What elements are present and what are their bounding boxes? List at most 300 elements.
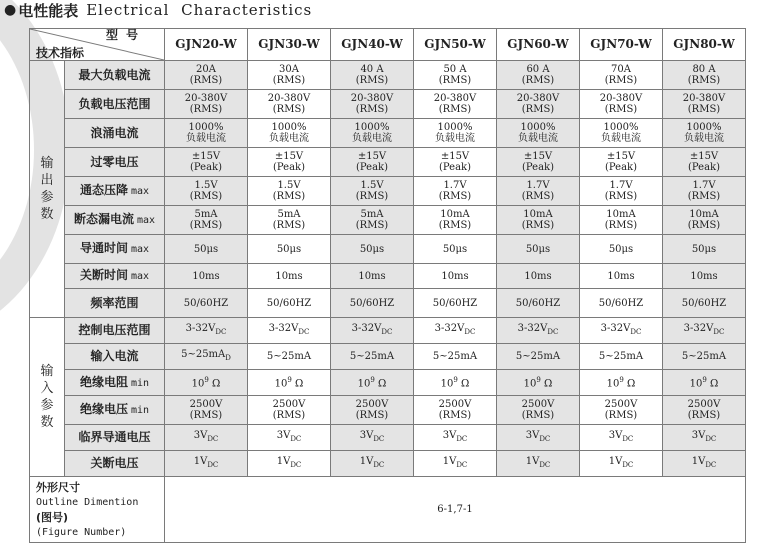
value-cell bbox=[331, 425, 414, 451]
value-line: 5mA bbox=[360, 209, 384, 220]
value-cell bbox=[165, 61, 248, 90]
value-cell bbox=[580, 451, 663, 477]
value-line: ±15V bbox=[274, 151, 304, 162]
param-qualifier: min bbox=[130, 377, 150, 389]
value-line: ±15V bbox=[606, 151, 636, 162]
value-cell bbox=[414, 90, 497, 119]
value-line: $10^9$ Ω bbox=[689, 376, 719, 390]
value-cell bbox=[497, 264, 580, 289]
param-label bbox=[65, 119, 165, 148]
param-label bbox=[65, 61, 165, 90]
value-line: 1.5V bbox=[277, 180, 301, 191]
param-label-text: 绝缘电压 bbox=[79, 402, 128, 416]
param-label-text: 通态压降 bbox=[79, 183, 128, 197]
value-line: 10mA bbox=[523, 209, 553, 220]
value-cell bbox=[331, 396, 414, 425]
value-line: 50/60HZ bbox=[681, 297, 727, 309]
value-line: (RMS) bbox=[604, 75, 638, 86]
param-label bbox=[65, 264, 165, 289]
value-line: $3-32V_{DC}$ bbox=[351, 323, 393, 336]
value-cell bbox=[165, 396, 248, 425]
value-cell bbox=[663, 61, 746, 90]
value-cell bbox=[580, 425, 663, 451]
value-cell bbox=[248, 61, 331, 90]
value-line: 20-380V bbox=[433, 93, 477, 104]
value-line: $3-32V_{DC}$ bbox=[517, 323, 559, 336]
param-label-text: 关断时间 bbox=[79, 268, 128, 282]
value-line: 50 A bbox=[443, 64, 467, 75]
value-cell bbox=[497, 425, 580, 451]
value-line: (RMS) bbox=[438, 104, 472, 115]
value-line: 负载电流 bbox=[352, 133, 392, 144]
group-char: 输 bbox=[40, 156, 54, 171]
value-line: 1000% bbox=[354, 122, 390, 133]
value-cell bbox=[331, 119, 414, 148]
footer-label-line: (图号) bbox=[36, 510, 69, 524]
param-label-text: 负载电压范围 bbox=[78, 96, 151, 111]
model-header: GJN70-W bbox=[580, 29, 663, 61]
value-line: 50μs bbox=[359, 243, 385, 255]
value-cell bbox=[663, 396, 746, 425]
model-header: GJN80-W bbox=[663, 29, 746, 61]
value-cell bbox=[497, 344, 580, 370]
value-cell bbox=[497, 148, 580, 177]
value-line: $1V_{DC}$ bbox=[359, 456, 385, 469]
value-cell bbox=[248, 289, 331, 318]
group-output-params bbox=[30, 61, 65, 318]
value-cell bbox=[663, 235, 746, 264]
value-line: 1000% bbox=[437, 122, 473, 133]
value-cell bbox=[414, 451, 497, 477]
value-cell bbox=[497, 396, 580, 425]
value-cell bbox=[414, 318, 497, 344]
value-line: $1V_{DC}$ bbox=[608, 456, 634, 469]
value-cell bbox=[663, 119, 746, 148]
value-cell bbox=[580, 318, 663, 344]
value-cell bbox=[580, 264, 663, 289]
table-row bbox=[30, 177, 746, 206]
footer-label-line: Outline Dimention bbox=[36, 496, 139, 508]
value-cell bbox=[497, 177, 580, 206]
value-line: (RMS) bbox=[189, 220, 223, 231]
value-line: $3-32V_{DC}$ bbox=[600, 323, 642, 336]
value-cell bbox=[414, 396, 497, 425]
param-qualifier: min bbox=[130, 405, 150, 416]
value-cell bbox=[414, 177, 497, 206]
value-line: 20-380V bbox=[267, 93, 311, 104]
value-cell bbox=[663, 289, 746, 318]
figure-number-value: 6-1,7-1 bbox=[165, 477, 746, 543]
value-cell bbox=[663, 451, 746, 477]
value-cell bbox=[248, 425, 331, 451]
value-line: 50μs bbox=[442, 243, 468, 255]
header-corner-cell bbox=[30, 29, 165, 61]
value-cell bbox=[497, 61, 580, 90]
value-cell bbox=[497, 235, 580, 264]
value-cell bbox=[331, 370, 414, 396]
electrical-characteristics-table bbox=[29, 28, 746, 543]
value-cell bbox=[165, 451, 248, 477]
value-cell bbox=[248, 119, 331, 148]
value-cell bbox=[414, 148, 497, 177]
value-cell bbox=[580, 177, 663, 206]
value-line: 2500V bbox=[272, 399, 306, 410]
value-line: (Peak) bbox=[272, 162, 306, 173]
value-line: $5\sim 25mA_D$ bbox=[181, 349, 231, 362]
value-line: (Peak) bbox=[687, 162, 721, 173]
value-line: (RMS) bbox=[438, 220, 472, 231]
model-header: GJN40-W bbox=[331, 29, 414, 61]
value-cell bbox=[580, 61, 663, 90]
table-row bbox=[30, 119, 746, 148]
value-line: 10ms bbox=[524, 270, 552, 282]
value-line: 1000% bbox=[603, 122, 639, 133]
param-label bbox=[65, 148, 165, 177]
value-cell bbox=[248, 177, 331, 206]
value-line: $1V_{DC}$ bbox=[442, 456, 468, 469]
value-line: (RMS) bbox=[521, 191, 555, 202]
value-line: $10^9$ Ω bbox=[357, 376, 387, 390]
value-line: (RMS) bbox=[272, 75, 306, 86]
value-cell bbox=[165, 425, 248, 451]
bullet-icon: ● bbox=[4, 2, 17, 18]
value-line: (RMS) bbox=[521, 410, 555, 421]
value-line: 5~25mA bbox=[432, 351, 478, 362]
value-line: (RMS) bbox=[272, 220, 306, 231]
value-cell bbox=[663, 206, 746, 235]
param-label bbox=[65, 289, 165, 318]
value-cell bbox=[165, 235, 248, 264]
value-line: $10^9$ Ω bbox=[191, 376, 221, 390]
value-line: $1V_{DC}$ bbox=[691, 456, 717, 469]
value-cell bbox=[580, 235, 663, 264]
value-line: $3V_{DC}$ bbox=[276, 430, 302, 443]
value-line: ±15V bbox=[191, 151, 221, 162]
value-line: (RMS) bbox=[521, 75, 555, 86]
table-row bbox=[30, 344, 746, 370]
value-line: $10^9$ Ω bbox=[440, 376, 470, 390]
table-row bbox=[30, 61, 746, 90]
value-line: 1.5V bbox=[194, 180, 218, 191]
value-line: 负载电流 bbox=[186, 133, 226, 144]
value-line: (RMS) bbox=[687, 75, 721, 86]
value-line: $3V_{DC}$ bbox=[193, 430, 219, 443]
value-cell bbox=[497, 119, 580, 148]
value-cell bbox=[165, 289, 248, 318]
model-header: GJN50-W bbox=[414, 29, 497, 61]
value-line: 10ms bbox=[275, 270, 303, 282]
value-line: 50μs bbox=[193, 243, 219, 255]
value-line: $1V_{DC}$ bbox=[525, 456, 551, 469]
value-cell bbox=[248, 318, 331, 344]
value-line: (Peak) bbox=[438, 162, 472, 173]
value-line: 2500V bbox=[687, 399, 721, 410]
value-cell bbox=[580, 289, 663, 318]
value-cell bbox=[165, 264, 248, 289]
value-line: ±15V bbox=[440, 151, 470, 162]
value-cell bbox=[165, 318, 248, 344]
value-cell bbox=[331, 451, 414, 477]
value-line: 5~25mA bbox=[598, 351, 644, 362]
param-label-text: 过零电压 bbox=[90, 154, 139, 169]
value-cell bbox=[414, 289, 497, 318]
value-cell bbox=[248, 235, 331, 264]
param-qualifier: max bbox=[136, 215, 156, 226]
param-label bbox=[65, 451, 165, 477]
page-title bbox=[4, 0, 312, 20]
table-row bbox=[30, 90, 746, 119]
value-line: (RMS) bbox=[604, 410, 638, 421]
value-line: 1.7V bbox=[692, 180, 716, 191]
value-cell bbox=[414, 119, 497, 148]
value-cell bbox=[331, 264, 414, 289]
group-char: 参 bbox=[40, 398, 54, 413]
value-cell bbox=[248, 90, 331, 119]
value-line: 2500V bbox=[189, 399, 223, 410]
table-row bbox=[30, 451, 746, 477]
value-cell bbox=[580, 344, 663, 370]
value-line: $3-32V_{DC}$ bbox=[268, 323, 310, 336]
table-row bbox=[30, 235, 746, 264]
value-line: 5mA bbox=[277, 209, 301, 220]
value-cell bbox=[497, 370, 580, 396]
param-label bbox=[65, 90, 165, 119]
value-cell bbox=[248, 148, 331, 177]
value-cell bbox=[663, 425, 746, 451]
value-line: 50/60HZ bbox=[349, 297, 395, 309]
value-line: (RMS) bbox=[355, 410, 389, 421]
value-line: (RMS) bbox=[438, 75, 472, 86]
value-line: 80 A bbox=[692, 64, 716, 75]
value-line: (RMS) bbox=[189, 75, 223, 86]
value-line: $3V_{DC}$ bbox=[691, 430, 717, 443]
value-line: 30A bbox=[279, 64, 299, 75]
value-line: (Peak) bbox=[189, 162, 223, 173]
value-line: 60 A bbox=[526, 64, 550, 75]
value-line: (RMS) bbox=[355, 191, 389, 202]
value-line: (RMS) bbox=[521, 104, 555, 115]
value-line: 负载电流 bbox=[684, 133, 724, 144]
value-line: 5~25mA bbox=[349, 351, 395, 362]
table-row bbox=[30, 206, 746, 235]
value-cell bbox=[248, 451, 331, 477]
group-char: 入 bbox=[40, 381, 54, 396]
value-line: (Peak) bbox=[604, 162, 638, 173]
value-cell bbox=[663, 370, 746, 396]
value-line: 2500V bbox=[604, 399, 638, 410]
param-label bbox=[65, 177, 165, 206]
value-line: 50μs bbox=[276, 243, 302, 255]
value-cell bbox=[414, 264, 497, 289]
value-line: $3V_{DC}$ bbox=[359, 430, 385, 443]
value-cell bbox=[663, 318, 746, 344]
value-line: 1000% bbox=[520, 122, 556, 133]
group-char: 输 bbox=[40, 364, 54, 379]
model-header: GJN20-W bbox=[165, 29, 248, 61]
table-row bbox=[30, 425, 746, 451]
outline-dimension-label bbox=[30, 477, 165, 543]
table-row bbox=[30, 396, 746, 425]
value-line: ±15V bbox=[523, 151, 553, 162]
value-line: (RMS) bbox=[687, 191, 721, 202]
table-row bbox=[30, 264, 746, 289]
value-cell bbox=[580, 90, 663, 119]
value-cell bbox=[497, 90, 580, 119]
value-line: $3-32V_{DC}$ bbox=[683, 323, 725, 336]
header-row bbox=[30, 29, 746, 61]
value-cell bbox=[497, 451, 580, 477]
table-row bbox=[30, 370, 746, 396]
value-cell bbox=[331, 318, 414, 344]
value-line: 10mA bbox=[689, 209, 719, 220]
value-line: 20-380V bbox=[682, 93, 726, 104]
value-line: 1.7V bbox=[443, 180, 467, 191]
value-line: (RMS) bbox=[272, 104, 306, 115]
value-cell bbox=[414, 370, 497, 396]
value-line: 40 A bbox=[360, 64, 384, 75]
value-line: 10ms bbox=[441, 270, 469, 282]
footer-label-line: 外形尺寸 bbox=[36, 480, 80, 494]
header-model-label: 型号 bbox=[105, 28, 146, 42]
value-line: 负载电流 bbox=[435, 133, 475, 144]
value-cell bbox=[663, 344, 746, 370]
value-cell bbox=[580, 148, 663, 177]
value-line: (RMS) bbox=[189, 410, 223, 421]
value-line: 50/60HZ bbox=[515, 297, 561, 309]
value-cell bbox=[414, 235, 497, 264]
value-line: 1.7V bbox=[609, 180, 633, 191]
value-line: (RMS) bbox=[272, 410, 306, 421]
param-label-text: 最大负载电流 bbox=[78, 67, 151, 82]
value-line: (RMS) bbox=[355, 104, 389, 115]
value-cell bbox=[331, 90, 414, 119]
value-line: 50/60HZ bbox=[432, 297, 478, 309]
param-label-text: 输入电流 bbox=[90, 349, 139, 363]
model-header: GJN60-W bbox=[497, 29, 580, 61]
value-cell bbox=[165, 206, 248, 235]
value-line: (RMS) bbox=[604, 220, 638, 231]
param-label-text: 断态漏电流 bbox=[73, 212, 134, 226]
value-cell bbox=[165, 119, 248, 148]
table-row bbox=[30, 148, 746, 177]
value-line: (RMS) bbox=[687, 410, 721, 421]
value-line: 1000% bbox=[271, 122, 307, 133]
value-line: 1000% bbox=[686, 122, 722, 133]
footer-row bbox=[30, 477, 746, 543]
param-label-text: 控制电压范围 bbox=[78, 323, 151, 337]
value-line: 20-380V bbox=[516, 93, 560, 104]
value-cell bbox=[165, 370, 248, 396]
value-line: 5~25mA bbox=[515, 351, 561, 362]
value-line: 50μs bbox=[608, 243, 634, 255]
value-line: $1V_{DC}$ bbox=[276, 456, 302, 469]
value-line: (RMS) bbox=[438, 410, 472, 421]
value-line: 50/60HZ bbox=[183, 297, 229, 309]
value-line: 50μs bbox=[525, 243, 551, 255]
param-label bbox=[65, 235, 165, 264]
title-chinese: 电性能表 bbox=[18, 1, 79, 20]
value-line: 10ms bbox=[607, 270, 635, 282]
group-char: 出 bbox=[40, 173, 54, 188]
value-cell bbox=[580, 119, 663, 148]
param-qualifier: max bbox=[130, 244, 150, 255]
param-label bbox=[65, 344, 165, 370]
value-cell bbox=[248, 370, 331, 396]
value-cell bbox=[580, 206, 663, 235]
param-qualifier: max bbox=[130, 271, 150, 282]
value-line: (RMS) bbox=[272, 191, 306, 202]
value-line: $3V_{DC}$ bbox=[608, 430, 634, 443]
value-cell bbox=[331, 206, 414, 235]
value-line: 10ms bbox=[192, 270, 220, 282]
value-cell bbox=[497, 206, 580, 235]
value-cell bbox=[331, 148, 414, 177]
value-cell bbox=[248, 396, 331, 425]
value-line: 负载电流 bbox=[601, 133, 641, 144]
group-input-params bbox=[30, 318, 65, 477]
value-line: 10ms bbox=[358, 270, 386, 282]
value-line: (RMS) bbox=[687, 220, 721, 231]
value-line: (Peak) bbox=[355, 162, 389, 173]
value-line: 负载电流 bbox=[269, 133, 309, 144]
param-label-text: 导通时间 bbox=[79, 241, 128, 255]
value-line: 2500V bbox=[355, 399, 389, 410]
value-line: $3V_{DC}$ bbox=[525, 430, 551, 443]
value-cell bbox=[663, 177, 746, 206]
value-cell bbox=[248, 206, 331, 235]
value-cell bbox=[248, 264, 331, 289]
param-label bbox=[65, 206, 165, 235]
value-line: $3-32V_{DC}$ bbox=[185, 323, 227, 336]
value-line: 5~25mA bbox=[266, 351, 312, 362]
param-label-text: 临界导通电压 bbox=[78, 430, 151, 444]
value-cell bbox=[331, 235, 414, 264]
value-cell bbox=[414, 344, 497, 370]
value-line: 20-380V bbox=[184, 93, 228, 104]
value-line: (RMS) bbox=[604, 191, 638, 202]
value-line: 20-380V bbox=[599, 93, 643, 104]
table-row bbox=[30, 289, 746, 318]
value-cell bbox=[414, 206, 497, 235]
value-cell bbox=[414, 425, 497, 451]
value-line: (Peak) bbox=[521, 162, 555, 173]
value-line: (RMS) bbox=[355, 75, 389, 86]
table-row bbox=[30, 318, 746, 344]
param-qualifier: max bbox=[130, 186, 150, 197]
value-cell bbox=[248, 344, 331, 370]
model-header: GJN30-W bbox=[248, 29, 331, 61]
group-char: 数 bbox=[40, 415, 54, 430]
value-cell bbox=[165, 90, 248, 119]
value-cell bbox=[165, 177, 248, 206]
param-label-text: 关断电压 bbox=[90, 456, 139, 470]
value-line: (RMS) bbox=[604, 104, 638, 115]
value-line: 70A bbox=[611, 64, 631, 75]
value-line: 10mA bbox=[440, 209, 470, 220]
param-label bbox=[65, 425, 165, 451]
value-line: 1.7V bbox=[526, 180, 550, 191]
value-cell bbox=[663, 90, 746, 119]
value-line: 1.5V bbox=[360, 180, 384, 191]
value-cell bbox=[580, 396, 663, 425]
value-line: (RMS) bbox=[355, 220, 389, 231]
value-line: $10^9$ Ω bbox=[606, 376, 636, 390]
value-line: 1000% bbox=[188, 122, 224, 133]
value-cell bbox=[663, 264, 746, 289]
param-label-text: 绝缘电阻 bbox=[79, 374, 128, 389]
value-cell bbox=[331, 289, 414, 318]
value-line: 负载电流 bbox=[518, 133, 558, 144]
